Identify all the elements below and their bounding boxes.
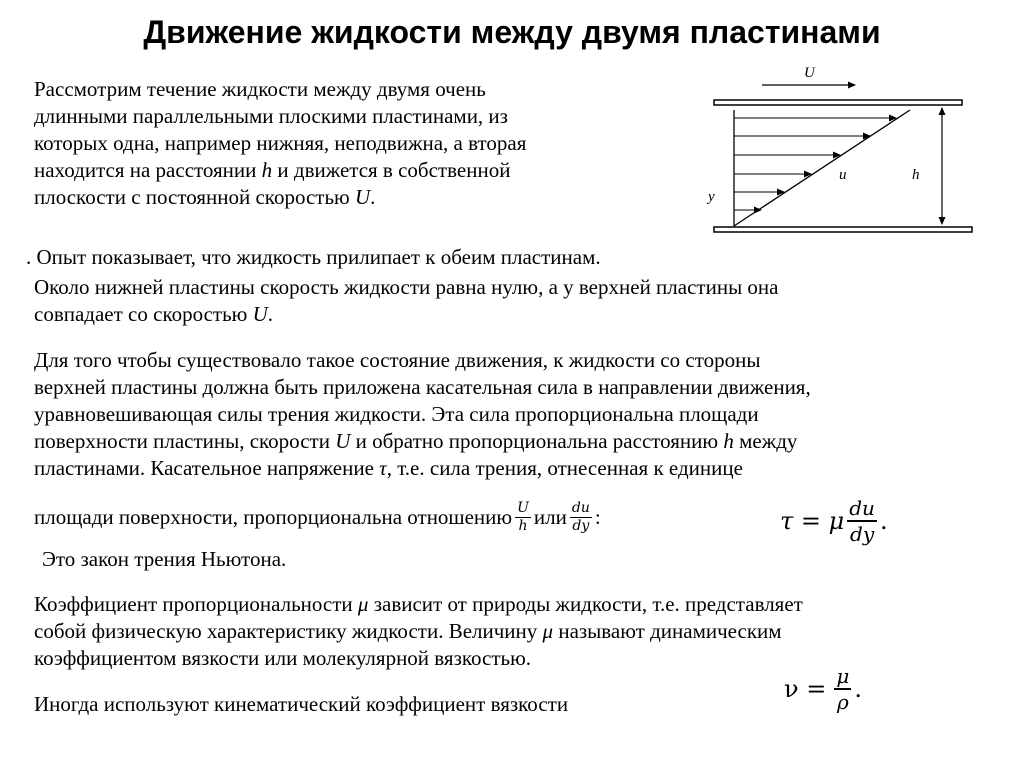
formula-nu	[784, 664, 862, 714]
formula-tau	[780, 496, 888, 546]
force-text: поверхности пластины, скорости	[34, 429, 336, 453]
fraction-numerator: μ	[836, 664, 850, 688]
viscosity-text: собой физическую характеристику жидкости. Величину	[34, 619, 543, 643]
symbol-tau: τ	[379, 456, 387, 480]
force-paragraph	[34, 347, 811, 482]
force-line-1: Для того чтобы существовало такое состояние движения, к жидкости со стороны	[34, 348, 761, 372]
fraction-denominator: dy	[572, 518, 590, 534]
formula-lhs: ν =	[784, 675, 827, 703]
fraction-denominator: dy	[850, 522, 875, 546]
symbol-mu: μ	[357, 592, 369, 616]
formula-fraction	[847, 496, 877, 546]
fraction-U-over-h	[515, 500, 531, 535]
upper-plate	[714, 100, 962, 105]
intro-line-4	[34, 157, 526, 184]
force-line-6	[34, 500, 601, 535]
lower-plate-line-1: Около нижней пластины скорость жидкости равна нулю, а у верхней пластины она	[34, 275, 779, 299]
kinematic-line: Иногда используют кинематический коэффициент вязкости	[34, 692, 569, 716]
lower-plate	[714, 227, 972, 232]
viscosity-text: Коэффициент пропорциональности	[34, 592, 358, 616]
lower-plate-text: совпадает со скоростью	[34, 302, 253, 326]
formula-end: .	[854, 675, 862, 703]
lower-plate-line-2	[34, 301, 779, 328]
label-U: U	[804, 65, 815, 81]
label-y: y	[708, 189, 715, 205]
viscosity-line-3: коэффициентом вязкости или молекулярной вязкостью.	[34, 646, 532, 670]
force-line-2: верхней пластины должна быть приложена касательная сила в направлении движения,	[34, 375, 811, 399]
viscosity-paragraph	[34, 591, 803, 672]
force-text: между	[733, 429, 798, 453]
formula-lhs: τ = μ	[780, 507, 845, 535]
viscosity-line-2	[34, 618, 803, 645]
viscosity-text: зависит от природы жидкости, т.е. представляет	[368, 592, 803, 616]
intro-line-2: длинными параллельными плоскими пластинами, из	[34, 104, 508, 128]
label-h: h	[912, 167, 920, 183]
force-text: :	[594, 505, 601, 529]
force-text: пластинами. Касательное напряжение	[34, 456, 380, 480]
force-text: и обратно пропорциональна расстоянию	[350, 429, 724, 453]
symbol-U: U	[335, 429, 351, 453]
intro-text: плоскости с постоянной скоростью	[34, 185, 355, 209]
force-line-4	[34, 428, 811, 455]
intro-line-3: которых одна, например нижняя, неподвижна, а вторая	[34, 131, 527, 155]
force-line-3: уравновешивающая силы трения жидкости. Эта сила пропорциональна площади	[34, 402, 759, 426]
force-text: площади поверхности, пропорциональна отношению	[34, 505, 513, 529]
fraction-numerator: du	[849, 496, 875, 520]
couette-flow-diagram	[700, 58, 990, 240]
symbol-h: h	[723, 429, 734, 453]
intro-line-1: Рассмотрим течение жидкости между двумя очень	[34, 77, 486, 101]
intro-line-5	[34, 184, 526, 211]
fraction-numerator: U	[517, 500, 529, 516]
experiment-line: . Опыт показывает, что жидкость прилипает к обеим пластинам.	[26, 245, 601, 269]
force-text: , т.е. сила трения, отнесенная к единице	[386, 456, 743, 480]
intro-paragraph	[34, 76, 526, 211]
symbol-h: h	[261, 158, 273, 182]
page-title: Движение жидкости между двумя пластинами	[143, 14, 881, 50]
fraction-denominator: h	[518, 518, 528, 534]
label-u: u	[839, 167, 847, 183]
force-line-5	[34, 455, 811, 482]
fraction-du-over-dy	[570, 500, 592, 535]
fraction-denominator: ρ	[836, 690, 849, 714]
force-text: или	[533, 505, 567, 529]
newton-law-line: Это закон трения Ньютона.	[42, 547, 287, 571]
viscosity-line-1	[34, 591, 803, 618]
fraction-numerator: du	[571, 500, 590, 516]
intro-text: и движется в собственной	[272, 158, 511, 182]
symbol-U: U	[252, 302, 268, 326]
velocity-profile	[734, 110, 910, 226]
formula-fraction	[834, 664, 851, 714]
symbol-mu: μ	[542, 619, 554, 643]
formula-end: .	[879, 507, 888, 535]
lower-plate-paragraph	[34, 274, 779, 328]
intro-text: .	[370, 185, 376, 209]
viscosity-text: называют динамическим	[553, 619, 782, 643]
lower-plate-text: .	[267, 302, 274, 326]
intro-text: находится на расстоянии	[34, 158, 262, 182]
symbol-U: U	[354, 185, 371, 209]
